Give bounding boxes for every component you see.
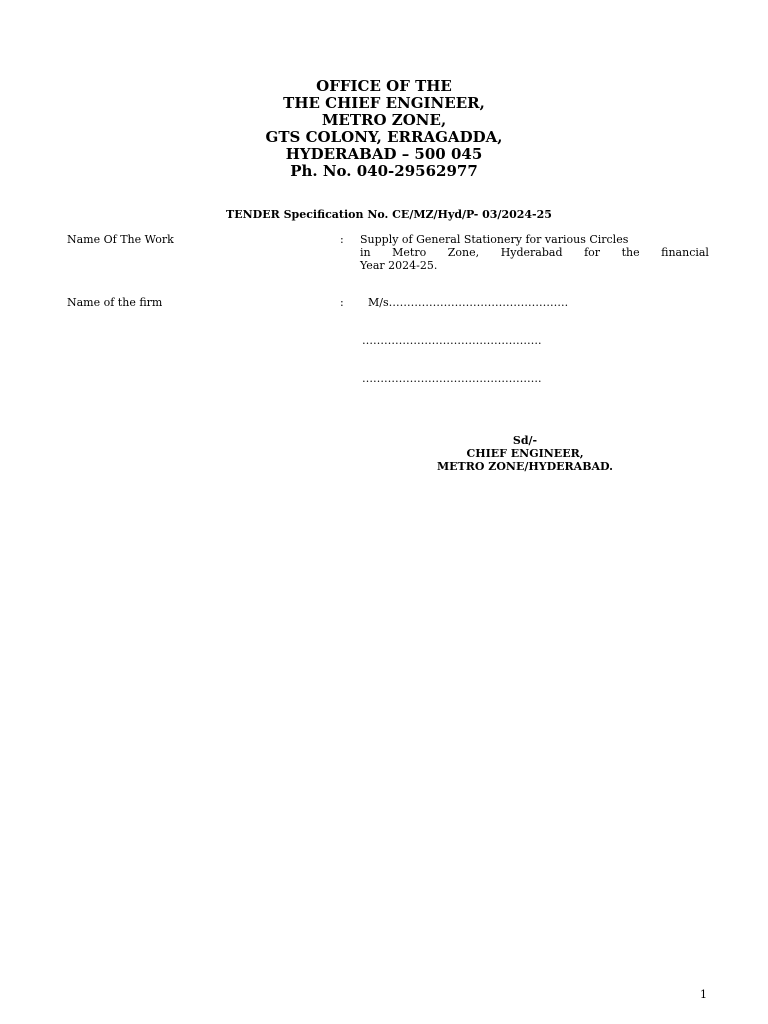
signature-block — [405, 434, 645, 473]
word: the — [621, 246, 640, 259]
word: Hyderabad — [500, 246, 563, 259]
word: for — [584, 246, 601, 259]
signature-sd: Sd/- — [512, 434, 538, 447]
word: in — [360, 246, 371, 259]
word: financial — [661, 246, 709, 259]
header-line-chief-engineer: THE CHIEF ENGINEER, — [283, 94, 485, 112]
work-description-line-3: Year 2024-25. — [360, 259, 438, 272]
firm-name-line-2: …………………………………………. — [362, 334, 542, 347]
header-line-colony: GTS COLONY, ERRAGADDA, — [265, 128, 503, 146]
header-line-phone: Ph. No. 040-29562977 — [290, 162, 478, 180]
work-colon: : — [340, 233, 344, 246]
page-number: 1 — [700, 988, 707, 1001]
firm-label: Name of the firm — [67, 296, 163, 309]
work-description-line-1: Supply of General Stationery for various Circles — [360, 233, 629, 246]
tender-specification: TENDER Specification No. CE/MZ/Hyd/P- 03/2024-25 — [226, 208, 552, 221]
firm-colon: : — [340, 296, 344, 309]
firm-name-line-3: …………………………………………. — [362, 372, 542, 385]
header-line-office: OFFICE OF THE — [316, 77, 452, 95]
word: Zone, — [447, 246, 480, 259]
work-description-line-2 — [360, 246, 709, 259]
office-header — [0, 78, 768, 180]
header-line-city: HYDERABAD – 500 045 — [285, 145, 483, 163]
signature-title: CHIEF ENGINEER, — [466, 447, 584, 460]
work-label: Name Of The Work — [67, 233, 174, 246]
work-description — [360, 233, 709, 272]
signature-office: METRO ZONE/HYDERABAD. — [436, 460, 614, 473]
word: Metro — [392, 246, 427, 259]
header-line-metro-zone: METRO ZONE, — [321, 111, 447, 129]
firm-name-line-1: M/s…………………………………………. — [368, 296, 569, 309]
